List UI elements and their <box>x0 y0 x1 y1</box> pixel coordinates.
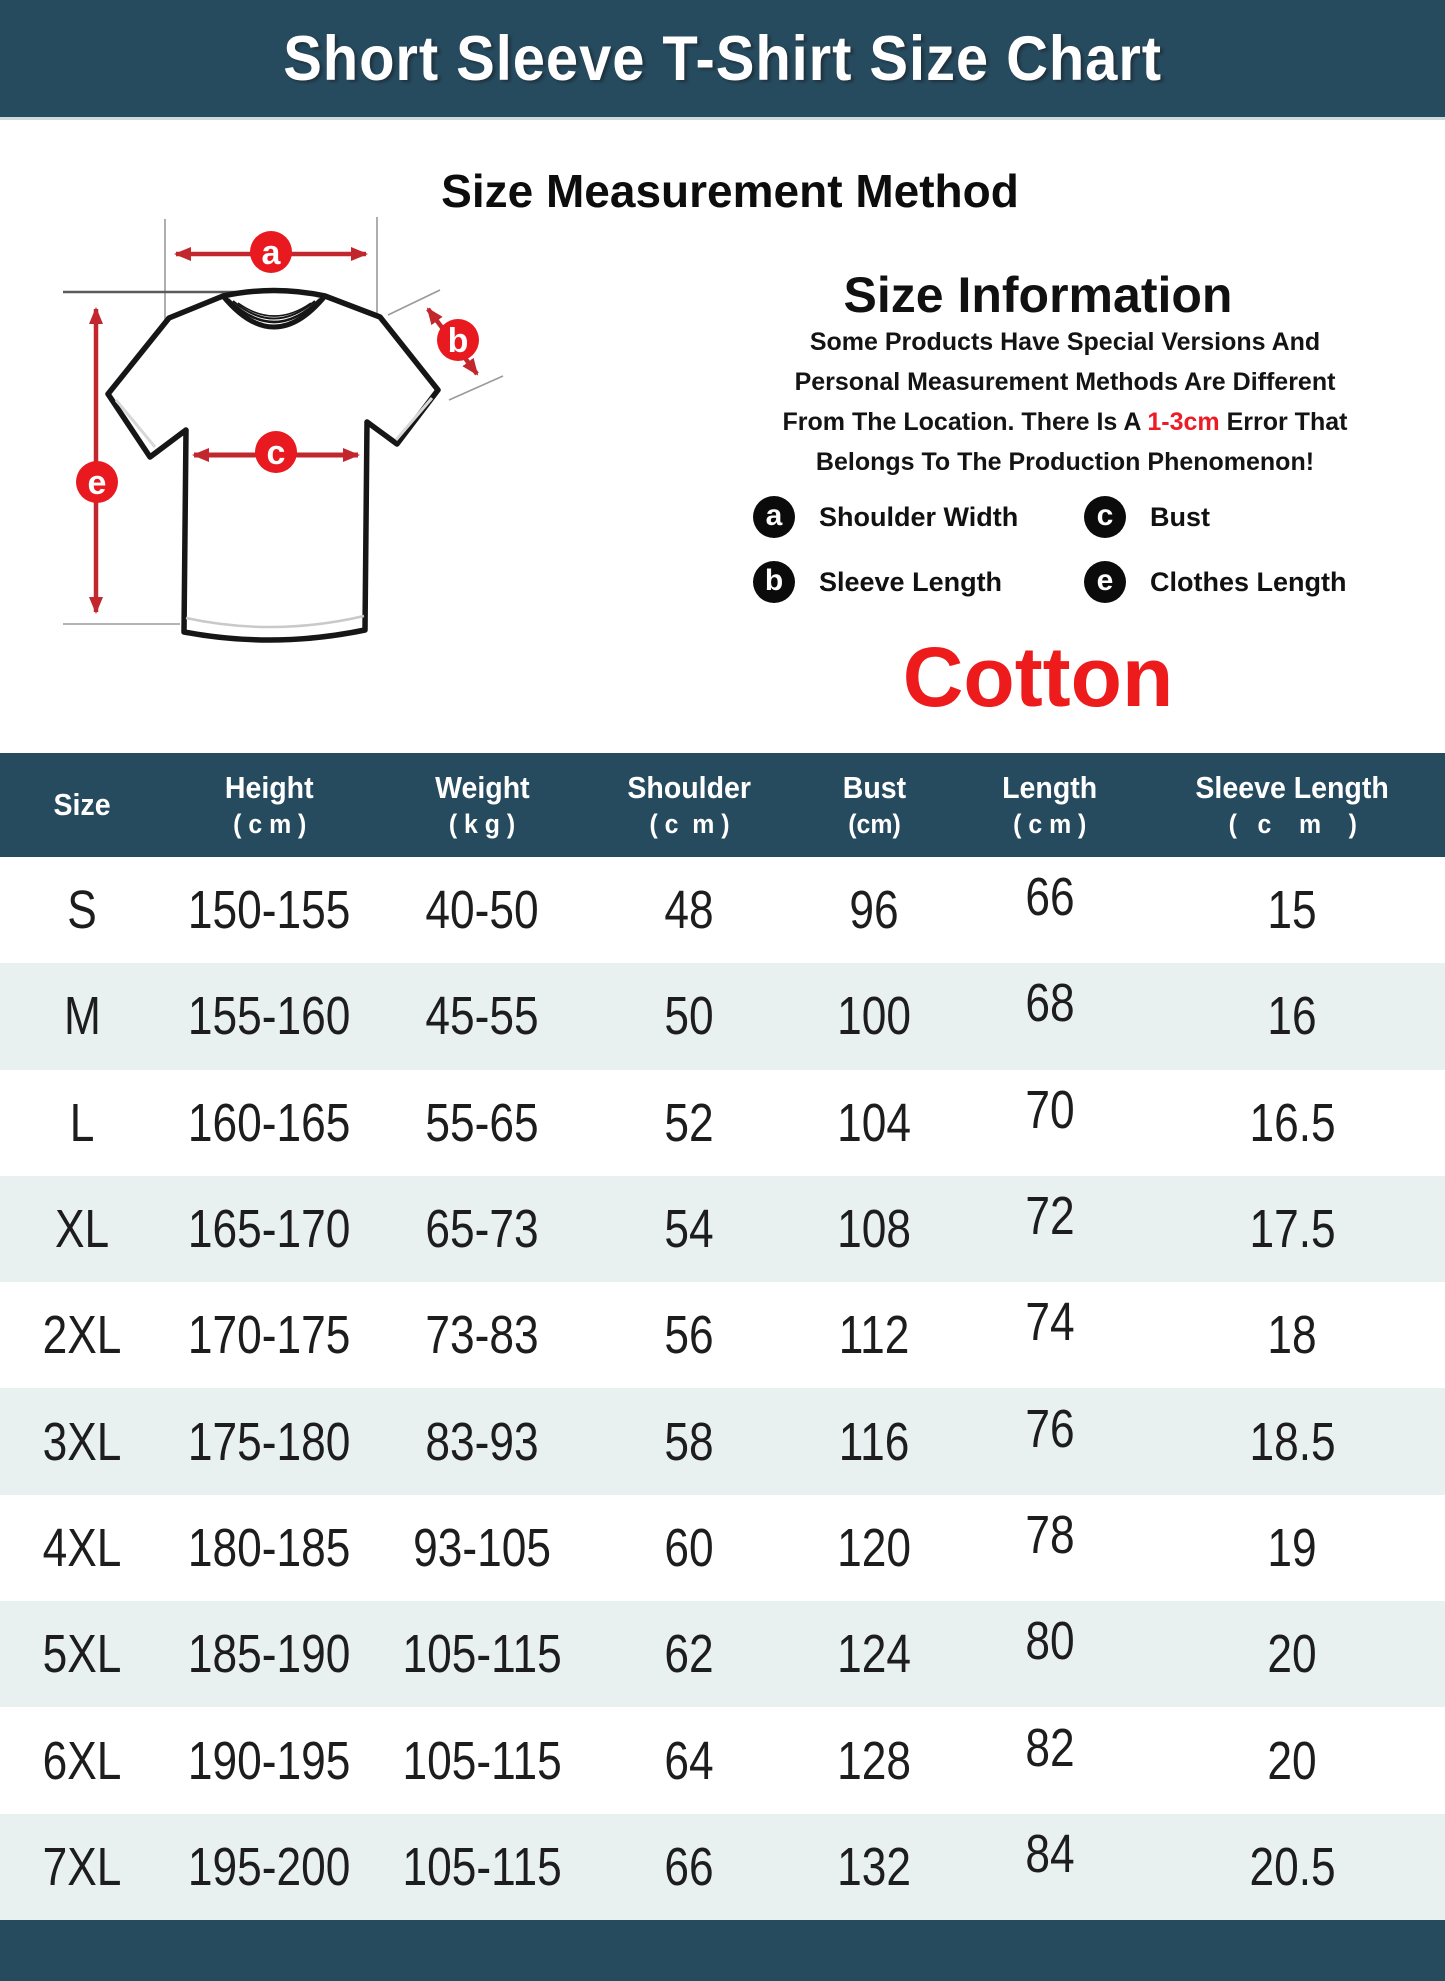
cell: 18 <box>1267 1305 1318 1366</box>
size-row-7XL <box>0 1814 1445 1920</box>
cell: 108 <box>837 1199 912 1260</box>
measurement-legend <box>753 496 1347 603</box>
cell: 105-115 <box>402 1836 562 1897</box>
tshirt-measurement-diagram <box>35 165 525 665</box>
cell: 195-200 <box>188 1836 351 1897</box>
page-title: Short Sleeve T-Shirt Size Chart <box>283 23 1162 94</box>
cell: 65-73 <box>425 1199 539 1260</box>
cell: 76 <box>1025 1398 1075 1459</box>
column-header-size: Size <box>53 787 111 822</box>
badge-c-letter: c <box>266 434 286 472</box>
legend-item-clothes-length: e Clothes Length <box>1084 561 1347 603</box>
cell: 83-93 <box>425 1411 539 1472</box>
cell: 74 <box>1025 1292 1075 1353</box>
legend-item-bust: c Bust <box>1084 496 1347 538</box>
cell: 78 <box>1025 1504 1075 1565</box>
cell: 58 <box>664 1411 714 1472</box>
cell: 56 <box>664 1305 714 1366</box>
cell: 19 <box>1267 1517 1318 1578</box>
cell: 160-165 <box>188 1092 351 1153</box>
cell: 45-55 <box>425 986 539 1047</box>
badge-e-letter: e <box>87 464 107 502</box>
size-label: 4XL <box>42 1517 122 1578</box>
cell: 66 <box>1025 867 1075 928</box>
badge-a-letter: a <box>261 234 281 272</box>
cell: 64 <box>664 1730 714 1791</box>
cell: 155-160 <box>188 986 351 1047</box>
column-header-sleeve-length: Sleeve Length ( c m ) <box>1195 770 1390 839</box>
cell: 93-105 <box>412 1517 551 1578</box>
cell: 15 <box>1267 880 1318 941</box>
cell: 84 <box>1025 1823 1075 1884</box>
cell: 175-180 <box>188 1411 351 1472</box>
size-row-XL <box>0 1176 1445 1282</box>
size-row-S <box>0 857 1445 963</box>
size-label: M <box>63 986 101 1047</box>
badge-b-letter: b <box>447 322 469 360</box>
info-line-3: From The Location. There Is A 1-3cm Error That <box>782 408 1348 436</box>
cell: 17.5 <box>1249 1199 1336 1260</box>
cell: 120 <box>837 1517 912 1578</box>
cell: 20 <box>1267 1624 1318 1685</box>
column-header-weight: Weight ( k g ) <box>434 770 530 839</box>
cell: 66 <box>664 1836 714 1897</box>
cell: 104 <box>837 1092 912 1153</box>
size-label: XL <box>55 1199 110 1260</box>
size-information-heading: Size Information <box>843 267 1233 323</box>
size-row-5XL <box>0 1601 1445 1707</box>
size-label: 5XL <box>42 1624 122 1685</box>
size-label: 2XL <box>42 1305 122 1366</box>
cell: 105-115 <box>402 1624 562 1685</box>
cell: 80 <box>1025 1611 1075 1672</box>
cell: 128 <box>837 1730 912 1791</box>
cell: 40-50 <box>425 880 539 941</box>
cell: 72 <box>1025 1186 1075 1247</box>
size-label: S <box>67 880 98 941</box>
cell: 73-83 <box>425 1305 539 1366</box>
cell: 62 <box>664 1624 714 1685</box>
cell: 185-190 <box>188 1624 351 1685</box>
cell: 82 <box>1025 1717 1075 1778</box>
cell: 48 <box>664 880 714 941</box>
legend-e-icon: e <box>1084 561 1126 603</box>
cell: 16.5 <box>1249 1092 1336 1153</box>
cell: 20 <box>1267 1730 1318 1791</box>
cell: 190-195 <box>188 1730 351 1791</box>
cell: 116 <box>838 1411 910 1472</box>
legend-b-icon: b <box>753 561 795 603</box>
cell: 52 <box>664 1092 714 1153</box>
column-header-height: Height ( c m ) <box>225 770 314 839</box>
size-label: 7XL <box>42 1836 122 1897</box>
table-body <box>0 857 1445 1920</box>
size-label: 6XL <box>42 1730 122 1791</box>
bottom-banner <box>0 1920 1445 1981</box>
top-banner <box>0 0 1445 120</box>
cell: 165-170 <box>188 1199 351 1260</box>
legend-item-shoulder-width: a Shoulder Width <box>753 496 1084 538</box>
cell: 96 <box>849 880 899 941</box>
size-table <box>0 753 1445 1920</box>
size-information-paragraph <box>715 322 1415 482</box>
cell: 20.5 <box>1249 1836 1336 1897</box>
cell: 54 <box>664 1199 714 1260</box>
cell: 105-115 <box>402 1730 562 1791</box>
legend-item-sleeve-length: b Sleeve Length <box>753 561 1084 603</box>
size-label: L <box>70 1092 95 1153</box>
cell: 112 <box>838 1305 910 1366</box>
legend-a-icon: a <box>753 496 795 538</box>
table-header-row <box>0 753 1445 857</box>
cell: 68 <box>1025 973 1075 1034</box>
cell: 124 <box>837 1624 912 1685</box>
cell: 170-175 <box>188 1305 351 1366</box>
cell: 180-185 <box>188 1517 351 1578</box>
column-header-shoulder: Shoulder ( c m ) <box>627 770 752 839</box>
cell: 55-65 <box>425 1092 539 1153</box>
size-row-3XL <box>0 1388 1445 1494</box>
error-range-highlight: 1-3cm <box>1147 408 1220 436</box>
size-row-M <box>0 963 1445 1069</box>
cell: 70 <box>1025 1079 1075 1140</box>
legend-c-icon: c <box>1084 496 1126 538</box>
info-line-2: Personal Measurement Methods Are Different <box>794 368 1336 396</box>
size-row-L <box>0 1070 1445 1176</box>
cell: 132 <box>837 1836 912 1897</box>
cell: 100 <box>837 986 912 1047</box>
column-header-bust: Bust (cm) <box>842 770 906 839</box>
size-row-4XL <box>0 1495 1445 1601</box>
measurement-method-title: Size Measurement Method <box>441 165 1019 217</box>
size-row-2XL <box>0 1282 1445 1388</box>
size-label: 3XL <box>42 1411 122 1472</box>
cell: 150-155 <box>188 880 351 941</box>
info-line-1: Some Products Have Special Versions And <box>809 328 1321 356</box>
cell: 16 <box>1267 986 1318 1047</box>
cell: 50 <box>664 986 714 1047</box>
material-label: Cotton <box>902 630 1174 724</box>
size-row-6XL <box>0 1707 1445 1813</box>
column-header-length: Length ( c m ) <box>1002 770 1098 839</box>
cell: 18.5 <box>1249 1411 1336 1472</box>
info-line-4: Belongs To The Production Phenomenon! <box>815 448 1315 476</box>
cell: 60 <box>664 1517 714 1578</box>
